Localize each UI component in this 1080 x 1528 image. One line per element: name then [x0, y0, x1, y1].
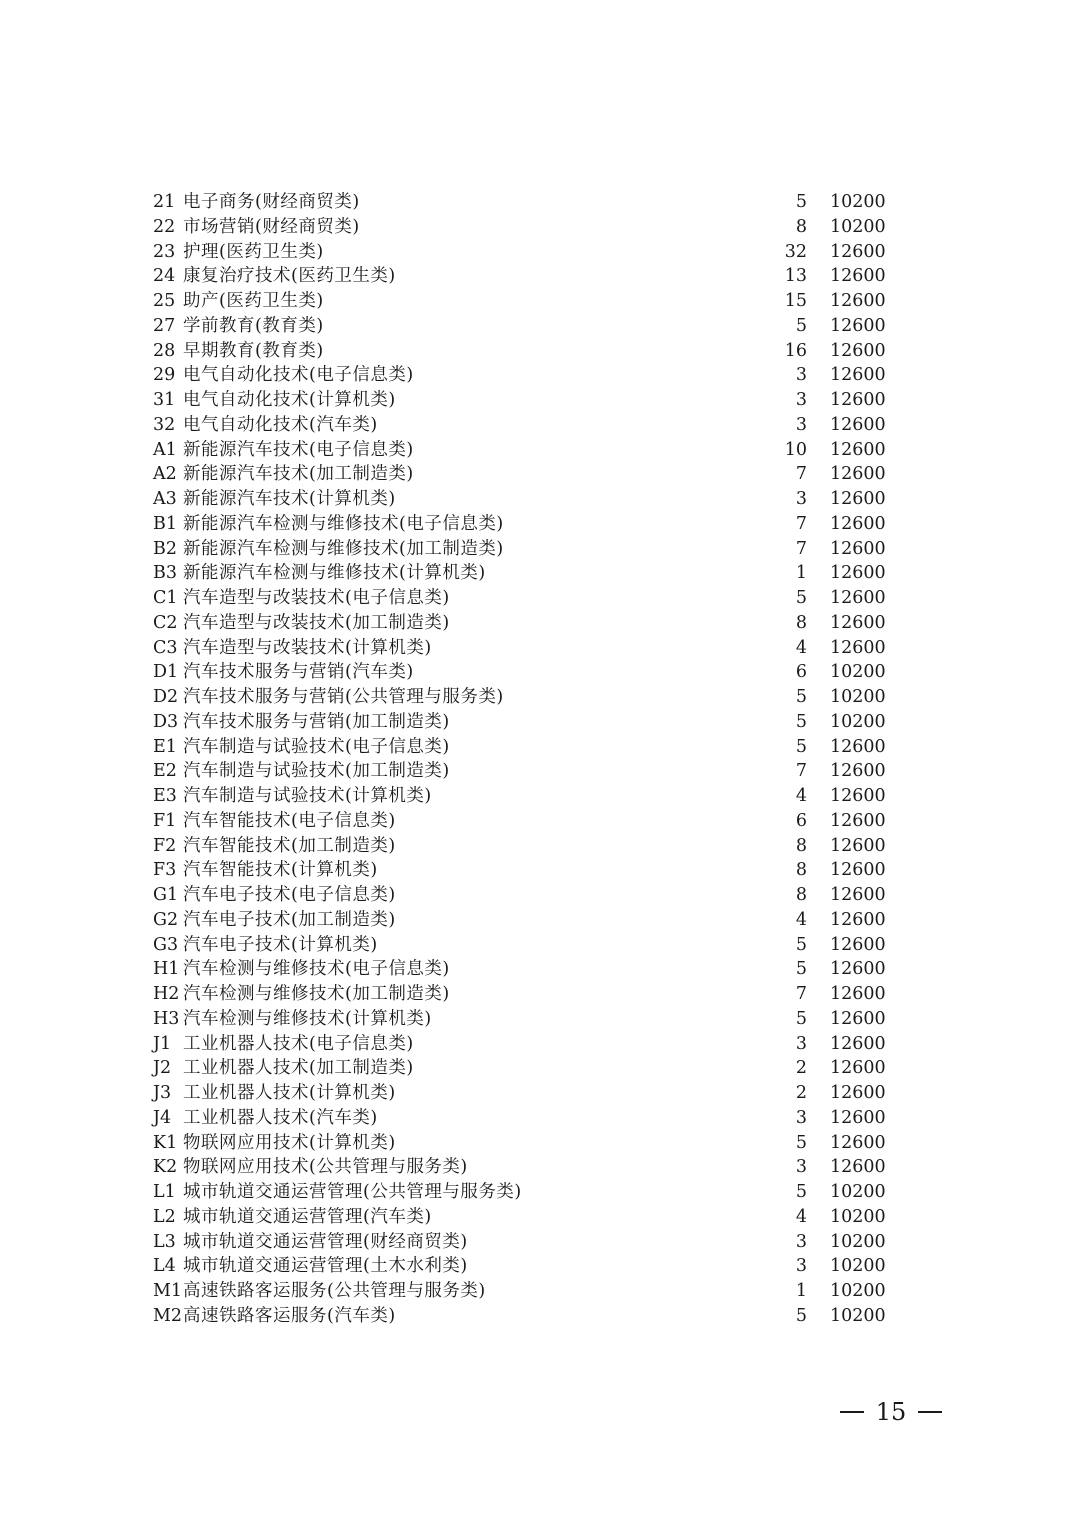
- enrollment-count: 5: [795, 687, 807, 707]
- program-name: 高速铁路客运服务(公共管理与服务类): [183, 1281, 486, 1301]
- tuition-fee: 12600: [830, 1033, 886, 1054]
- program-code: G1: [153, 885, 179, 905]
- list-item: [153, 363, 893, 388]
- tuition-fee: 10200: [830, 662, 886, 683]
- tuition-fee: 12600: [830, 489, 886, 509]
- enrollment-count: 1: [795, 1281, 807, 1301]
- list-item: [153, 512, 893, 537]
- program-code: B2: [153, 538, 177, 559]
- right-dash: [918, 1411, 942, 1413]
- program-code: B1: [153, 513, 177, 534]
- program-code: D2: [153, 687, 179, 707]
- program-name: 助产(医药卫生类): [183, 291, 324, 311]
- program-name: 早期教育(教育类): [183, 340, 324, 361]
- tuition-fee: 12600: [830, 390, 886, 410]
- program-code: H3: [153, 1008, 180, 1029]
- tuition-fee: 12600: [830, 241, 886, 262]
- tuition-fee: 12600: [830, 959, 886, 980]
- program-name: 电气自动化技术(电子信息类): [183, 365, 414, 386]
- list-item: [153, 1007, 893, 1032]
- program-name: 新能源汽车检测与维修技术(计算机类): [183, 563, 486, 584]
- enrollment-count: 15: [784, 291, 807, 311]
- program-code: 27: [153, 315, 176, 336]
- program-name: 康复治疗技术(医药卫生类): [183, 266, 396, 287]
- list-item: [153, 933, 893, 958]
- tuition-fee: 10200: [830, 1206, 886, 1227]
- program-code: B3: [153, 563, 177, 584]
- list-item: [153, 660, 893, 685]
- program-code: 22: [153, 216, 176, 237]
- list-item: [153, 611, 893, 636]
- enrollment-count: 7: [795, 513, 807, 534]
- program-code: 24: [153, 266, 176, 287]
- tuition-fee: 12600: [830, 761, 886, 782]
- program-code: L2: [153, 1206, 176, 1227]
- list-item: [153, 289, 893, 314]
- enrollment-count: 13: [784, 266, 807, 287]
- tuition-fee: 12600: [830, 909, 886, 930]
- tuition-fee: 12600: [830, 1058, 886, 1079]
- enrollment-count: 7: [795, 761, 807, 782]
- program-name: 物联网应用技术(计算机类): [183, 1132, 396, 1153]
- program-name: 汽车技术服务与营销(加工制造类): [183, 711, 450, 732]
- list-item: [153, 388, 893, 413]
- program-code: 23: [153, 241, 176, 262]
- tuition-fee: 12600: [830, 934, 886, 955]
- program-name: 汽车造型与改装技术(电子信息类): [183, 588, 450, 608]
- enrollment-count: 4: [795, 909, 807, 930]
- program-name: 物联网应用技术(公共管理与服务类): [183, 1157, 468, 1178]
- list-item: [153, 735, 893, 760]
- program-code: M2: [153, 1305, 183, 1326]
- enrollment-count: 10: [784, 439, 807, 460]
- program-name: 汽车智能技术(计算机类): [183, 860, 378, 881]
- list-item: [153, 957, 893, 982]
- program-name: 汽车电子技术(电子信息类): [183, 885, 396, 905]
- enrollment-count: 4: [795, 637, 807, 658]
- program-code: G2: [153, 909, 179, 930]
- enrollment-count: 3: [795, 414, 807, 435]
- tuition-fee: 12600: [830, 340, 886, 361]
- list-item: [153, 1230, 893, 1255]
- list-item: [153, 858, 893, 883]
- program-code: 32: [153, 414, 176, 435]
- enrollment-count: 3: [795, 1033, 807, 1054]
- enrollment-count: 5: [795, 711, 807, 732]
- program-name: 汽车智能技术(电子信息类): [183, 810, 396, 831]
- enrollment-count: 5: [795, 959, 807, 980]
- program-name: 工业机器人技术(电子信息类): [183, 1033, 414, 1054]
- program-code: F2: [153, 835, 177, 856]
- program-code: 21: [153, 192, 176, 212]
- left-dash: [840, 1411, 864, 1413]
- list-item: [153, 1056, 893, 1081]
- list-item: [153, 264, 893, 289]
- list-item: [153, 883, 893, 908]
- tuition-fee: 10200: [830, 1256, 886, 1277]
- list-item: [153, 982, 893, 1007]
- list-item: [153, 438, 893, 463]
- program-code: 31: [153, 390, 176, 410]
- list-item: [153, 1304, 893, 1329]
- list-item: [153, 759, 893, 784]
- tuition-fee: 12600: [830, 637, 886, 658]
- tuition-fee: 10200: [830, 1305, 886, 1326]
- enrollment-count: 5: [795, 1132, 807, 1153]
- program-code: F1: [153, 810, 177, 831]
- tuition-fee: 12600: [830, 266, 886, 287]
- program-code: 28: [153, 340, 176, 361]
- tuition-fee: 10200: [830, 1281, 886, 1301]
- list-item: [153, 784, 893, 809]
- program-name: 汽车制造与试验技术(计算机类): [183, 786, 432, 806]
- tuition-fee: 12600: [830, 612, 886, 633]
- program-code: K2: [153, 1157, 178, 1178]
- list-item: [153, 685, 893, 710]
- program-name: 汽车检测与维修技术(电子信息类): [183, 959, 450, 980]
- tuition-fee: 12600: [830, 315, 886, 336]
- enrollment-count: 5: [795, 736, 807, 757]
- program-code: H2: [153, 984, 180, 1004]
- list-item: [153, 1131, 893, 1156]
- program-code: E1: [153, 736, 177, 757]
- program-code: A1: [153, 439, 177, 460]
- list-item: [153, 1254, 893, 1279]
- program-name: 城市轨道交通运营管理(公共管理与服务类): [183, 1182, 522, 1202]
- tuition-fee: 12600: [830, 984, 886, 1004]
- program-code: A2: [153, 464, 177, 485]
- enrollment-count: 7: [795, 984, 807, 1004]
- enrollment-count: 3: [795, 1107, 807, 1128]
- program-name: 工业机器人技术(计算机类): [183, 1083, 396, 1103]
- enrollment-count: 3: [795, 1231, 807, 1252]
- tuition-fee: 12600: [830, 810, 886, 831]
- enrollment-count: 2: [795, 1083, 807, 1103]
- program-code: H1: [153, 959, 180, 980]
- tuition-fee: 12600: [830, 835, 886, 856]
- enrollment-count: 5: [795, 1305, 807, 1326]
- enrollment-count: 4: [795, 786, 807, 806]
- program-name: 汽车造型与改装技术(计算机类): [183, 637, 432, 658]
- enrollment-count: 6: [795, 810, 807, 831]
- program-code: L1: [153, 1182, 176, 1202]
- list-item: [153, 1279, 893, 1304]
- list-item: [153, 487, 893, 512]
- enrollment-count: 3: [795, 390, 807, 410]
- list-item: [153, 215, 893, 240]
- program-code: A3: [153, 489, 177, 509]
- page-number: 15: [875, 1398, 907, 1426]
- program-code: J2: [153, 1058, 172, 1079]
- program-name: 汽车电子技术(计算机类): [183, 934, 378, 955]
- program-name: 电气自动化技术(汽车类): [183, 414, 378, 435]
- enrollment-count: 3: [795, 489, 807, 509]
- program-name: 工业机器人技术(汽车类): [183, 1107, 378, 1128]
- program-code: L3: [153, 1231, 176, 1252]
- list-item: [153, 636, 893, 661]
- tuition-fee: 12600: [830, 588, 886, 608]
- tuition-fee: 12600: [830, 538, 886, 559]
- enrollment-count: 4: [795, 1206, 807, 1227]
- tuition-fee: 12600: [830, 464, 886, 485]
- program-name: 汽车制造与试验技术(电子信息类): [183, 736, 450, 757]
- enrollment-count: 7: [795, 464, 807, 485]
- tuition-fee: 10200: [830, 192, 886, 212]
- tuition-fee: 12600: [830, 1083, 886, 1103]
- program-list: [153, 190, 893, 1329]
- enrollment-count: 7: [795, 538, 807, 559]
- list-item: [153, 809, 893, 834]
- enrollment-count: 5: [795, 1182, 807, 1202]
- program-name: 汽车检测与维修技术(计算机类): [183, 1008, 432, 1029]
- tuition-fee: 12600: [830, 291, 886, 311]
- program-code: L4: [153, 1256, 176, 1277]
- program-name: 工业机器人技术(加工制造类): [183, 1058, 414, 1079]
- program-code: 25: [153, 291, 176, 311]
- program-name: 新能源汽车技术(加工制造类): [183, 464, 414, 485]
- program-name: 电气自动化技术(计算机类): [183, 390, 396, 410]
- page-footer: [840, 1396, 942, 1428]
- program-code: K1: [153, 1132, 178, 1153]
- enrollment-count: 5: [795, 1008, 807, 1029]
- program-name: 电子商务(财经商贸类): [183, 192, 360, 212]
- program-name: 护理(医药卫生类): [183, 241, 324, 262]
- program-name: 市场营销(财经商贸类): [183, 216, 360, 237]
- tuition-fee: 10200: [830, 216, 886, 237]
- tuition-fee: 12600: [830, 439, 886, 460]
- enrollment-count: 3: [795, 365, 807, 386]
- tuition-fee: 10200: [830, 687, 886, 707]
- enrollment-count: 8: [795, 885, 807, 905]
- list-item: [153, 1032, 893, 1057]
- tuition-fee: 12600: [830, 736, 886, 757]
- program-code: 29: [153, 365, 176, 386]
- program-code: E3: [153, 786, 177, 806]
- list-item: [153, 586, 893, 611]
- program-code: J3: [153, 1083, 172, 1103]
- list-item: [153, 240, 893, 265]
- enrollment-count: 3: [795, 1256, 807, 1277]
- enrollment-count: 32: [784, 241, 807, 262]
- tuition-fee: 12600: [830, 563, 886, 584]
- tuition-fee: 12600: [830, 860, 886, 881]
- list-item: [153, 190, 893, 215]
- tuition-fee: 10200: [830, 1231, 886, 1252]
- tuition-fee: 12600: [830, 1008, 886, 1029]
- enrollment-count: 16: [784, 340, 807, 361]
- program-code: F3: [153, 860, 177, 881]
- tuition-fee: 12600: [830, 1157, 886, 1178]
- program-name: 汽车检测与维修技术(加工制造类): [183, 984, 450, 1004]
- program-name: 汽车电子技术(加工制造类): [183, 909, 396, 930]
- enrollment-count: 5: [795, 588, 807, 608]
- list-item: [153, 1155, 893, 1180]
- list-item: [153, 314, 893, 339]
- tuition-fee: 10200: [830, 1182, 886, 1202]
- enrollment-count: 5: [795, 934, 807, 955]
- list-item: [153, 1205, 893, 1230]
- list-item: [153, 710, 893, 735]
- tuition-fee: 12600: [830, 513, 886, 534]
- enrollment-count: 3: [795, 1157, 807, 1178]
- tuition-fee: 10200: [830, 711, 886, 732]
- list-item: [153, 413, 893, 438]
- enrollment-count: 5: [795, 192, 807, 212]
- tuition-fee: 12600: [830, 365, 886, 386]
- program-name: 新能源汽车检测与维修技术(加工制造类): [183, 538, 504, 559]
- program-code: J4: [153, 1107, 172, 1128]
- program-name: 新能源汽车技术(电子信息类): [183, 439, 414, 460]
- list-item: [153, 834, 893, 859]
- tuition-fee: 12600: [830, 414, 886, 435]
- program-name: 城市轨道交通运营管理(财经商贸类): [183, 1231, 468, 1252]
- program-code: J1: [153, 1033, 172, 1054]
- tuition-fee: 12600: [830, 1107, 886, 1128]
- program-name: 城市轨道交通运营管理(汽车类): [183, 1206, 432, 1227]
- enrollment-count: 1: [795, 563, 807, 584]
- program-code: C3: [153, 637, 178, 658]
- list-item: [153, 1180, 893, 1205]
- program-name: 汽车技术服务与营销(公共管理与服务类): [183, 687, 504, 707]
- tuition-fee: 12600: [830, 1132, 886, 1153]
- enrollment-count: 8: [795, 835, 807, 856]
- enrollment-count: 8: [795, 216, 807, 237]
- enrollment-count: 6: [795, 662, 807, 683]
- list-item: [153, 561, 893, 586]
- enrollment-count: 2: [795, 1058, 807, 1079]
- program-code: C2: [153, 612, 178, 633]
- enrollment-count: 8: [795, 860, 807, 881]
- program-name: 汽车造型与改装技术(加工制造类): [183, 612, 450, 633]
- program-name: 学前教育(教育类): [183, 315, 324, 336]
- list-item: [153, 908, 893, 933]
- list-item: [153, 1081, 893, 1106]
- list-item: [153, 339, 893, 364]
- list-item: [153, 1106, 893, 1131]
- program-name: 新能源汽车检测与维修技术(电子信息类): [183, 513, 504, 534]
- program-code: C1: [153, 588, 178, 608]
- program-name: 高速铁路客运服务(汽车类): [183, 1305, 396, 1326]
- program-code: D3: [153, 711, 179, 732]
- program-name: 汽车技术服务与营销(汽车类): [183, 662, 414, 683]
- list-item: [153, 537, 893, 562]
- enrollment-count: 8: [795, 612, 807, 633]
- program-code: E2: [153, 761, 177, 782]
- program-name: 城市轨道交通运营管理(土木水利类): [183, 1256, 468, 1277]
- program-code: D1: [153, 662, 179, 683]
- program-code: G3: [153, 934, 179, 955]
- tuition-fee: 12600: [830, 786, 886, 806]
- program-name: 汽车制造与试验技术(加工制造类): [183, 761, 450, 782]
- list-item: [153, 462, 893, 487]
- program-name: 汽车智能技术(加工制造类): [183, 835, 396, 856]
- program-code: M1: [153, 1281, 183, 1301]
- program-name: 新能源汽车技术(计算机类): [183, 489, 396, 509]
- tuition-fee: 12600: [830, 885, 886, 905]
- enrollment-count: 5: [795, 315, 807, 336]
